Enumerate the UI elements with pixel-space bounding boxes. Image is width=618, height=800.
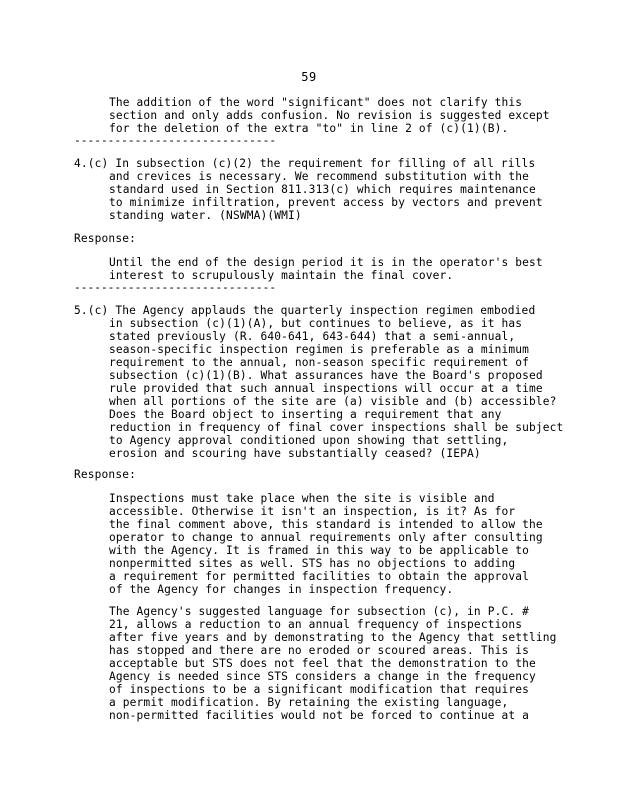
comment-item-5-line: Does the Board object to inserting a requirement that any <box>109 408 502 421</box>
response-line: interest to scrupulously maintain the final cover. <box>109 269 454 282</box>
response-line: with the Agency. It is framed in this way to be applicable to <box>109 544 530 557</box>
comment-item-5-line: 5.(c) The Agency applauds the quarterly inspection regimen embodied <box>74 304 536 317</box>
response-line: the final comment above, this standard is intended to allow the <box>109 518 543 531</box>
comment-item-4-line: standing water. (NSWMA)(WMI) <box>109 209 302 222</box>
text-line: The addition of the word "significant" does not clarify this <box>109 96 523 109</box>
response-line: 21, allows a reduction to an annual frequency of inspections <box>109 618 523 631</box>
comment-item-5-line: when all portions of the site are (a) visible and (b) accessible? <box>109 395 557 408</box>
comment-item-5-line: to Agency approval conditioned upon showing that settling, <box>109 434 509 447</box>
response-line: has stopped and there are no eroded or scoured areas. This is <box>109 644 530 657</box>
comment-item-5-line: erosion and scouring have substantially ceased? (IEPA) <box>109 447 481 460</box>
response-line: Inspections must take place when the site is visible and <box>109 492 495 505</box>
response-line: of the Agency for changes in inspection frequency. <box>109 583 454 596</box>
response-label: Response: <box>74 232 136 245</box>
comment-item-5-line: subsection (c)(1)(B). What assurances have the Board's proposed <box>109 369 543 382</box>
response-line: acceptable but STS does not feel that the demonstration to the <box>109 657 536 670</box>
comment-item-4-line: 4.(c) In subsection (c)(2) the requirement for filling of all rills <box>74 157 536 170</box>
separator-rule: ------------------------------ <box>74 281 277 294</box>
comment-item-4-line: standard used in Section 811.313(c) which requires maintenance <box>109 183 536 196</box>
response-line: Until the end of the design period it is in the operator's best <box>109 256 543 269</box>
response-line: operator to change to annual requirements only after consulting <box>109 531 543 544</box>
comment-item-5-line: stated previously (R. 640-641, 643-644) that a semi-annual, <box>109 330 516 343</box>
response-line: non-permitted facilities would not be forced to continue at a <box>109 709 530 722</box>
response-line: Agency is needed since STS considers a change in the frequency <box>109 670 536 683</box>
separator-rule: ------------------------------ <box>74 134 277 147</box>
response-line: nonpermitted sites as well. STS has no objections to adding <box>109 557 516 570</box>
comment-item-5-line: in subsection (c)(1)(A), but continues to believe, as it has <box>109 317 523 330</box>
text-line: section and only adds confusion. No revision is suggested except <box>109 109 550 122</box>
page-number: 59 <box>301 70 317 84</box>
response-line: after five years and by demonstrating to the Agency that settling <box>109 631 557 644</box>
comment-item-5-line: rule provided that such annual inspections will occur at a time <box>109 382 543 395</box>
text-line: for the deletion of the extra "to" in line 2 of (c)(1)(B). <box>109 122 509 135</box>
response-line: The Agency's suggested language for subsection (c), in P.C. # <box>109 605 530 618</box>
response-label: Response: <box>74 468 136 481</box>
response-line: accessible. Otherwise it isn't an inspection, is it? As for <box>109 505 516 518</box>
comment-item-5-line: requirement to the annual, non-season specific requirement of <box>109 356 530 369</box>
comment-item-5-line: reduction in frequency of final cover inspections shall be subject <box>109 421 564 434</box>
comment-item-5-line: season-specific inspection regimen is preferable as a minimum <box>109 343 530 356</box>
comment-item-4-line: to minimize infiltration, prevent access by vectors and prevent <box>109 196 543 209</box>
comment-item-4-line: and crevices is necessary. We recommend substitution with the <box>109 170 530 183</box>
response-line: of inspections to be a significant modification that requires <box>109 683 530 696</box>
response-line: a requirement for permitted facilities to obtain the approval <box>109 570 530 583</box>
response-line: a permit modification. By retaining the existing language, <box>109 696 509 709</box>
